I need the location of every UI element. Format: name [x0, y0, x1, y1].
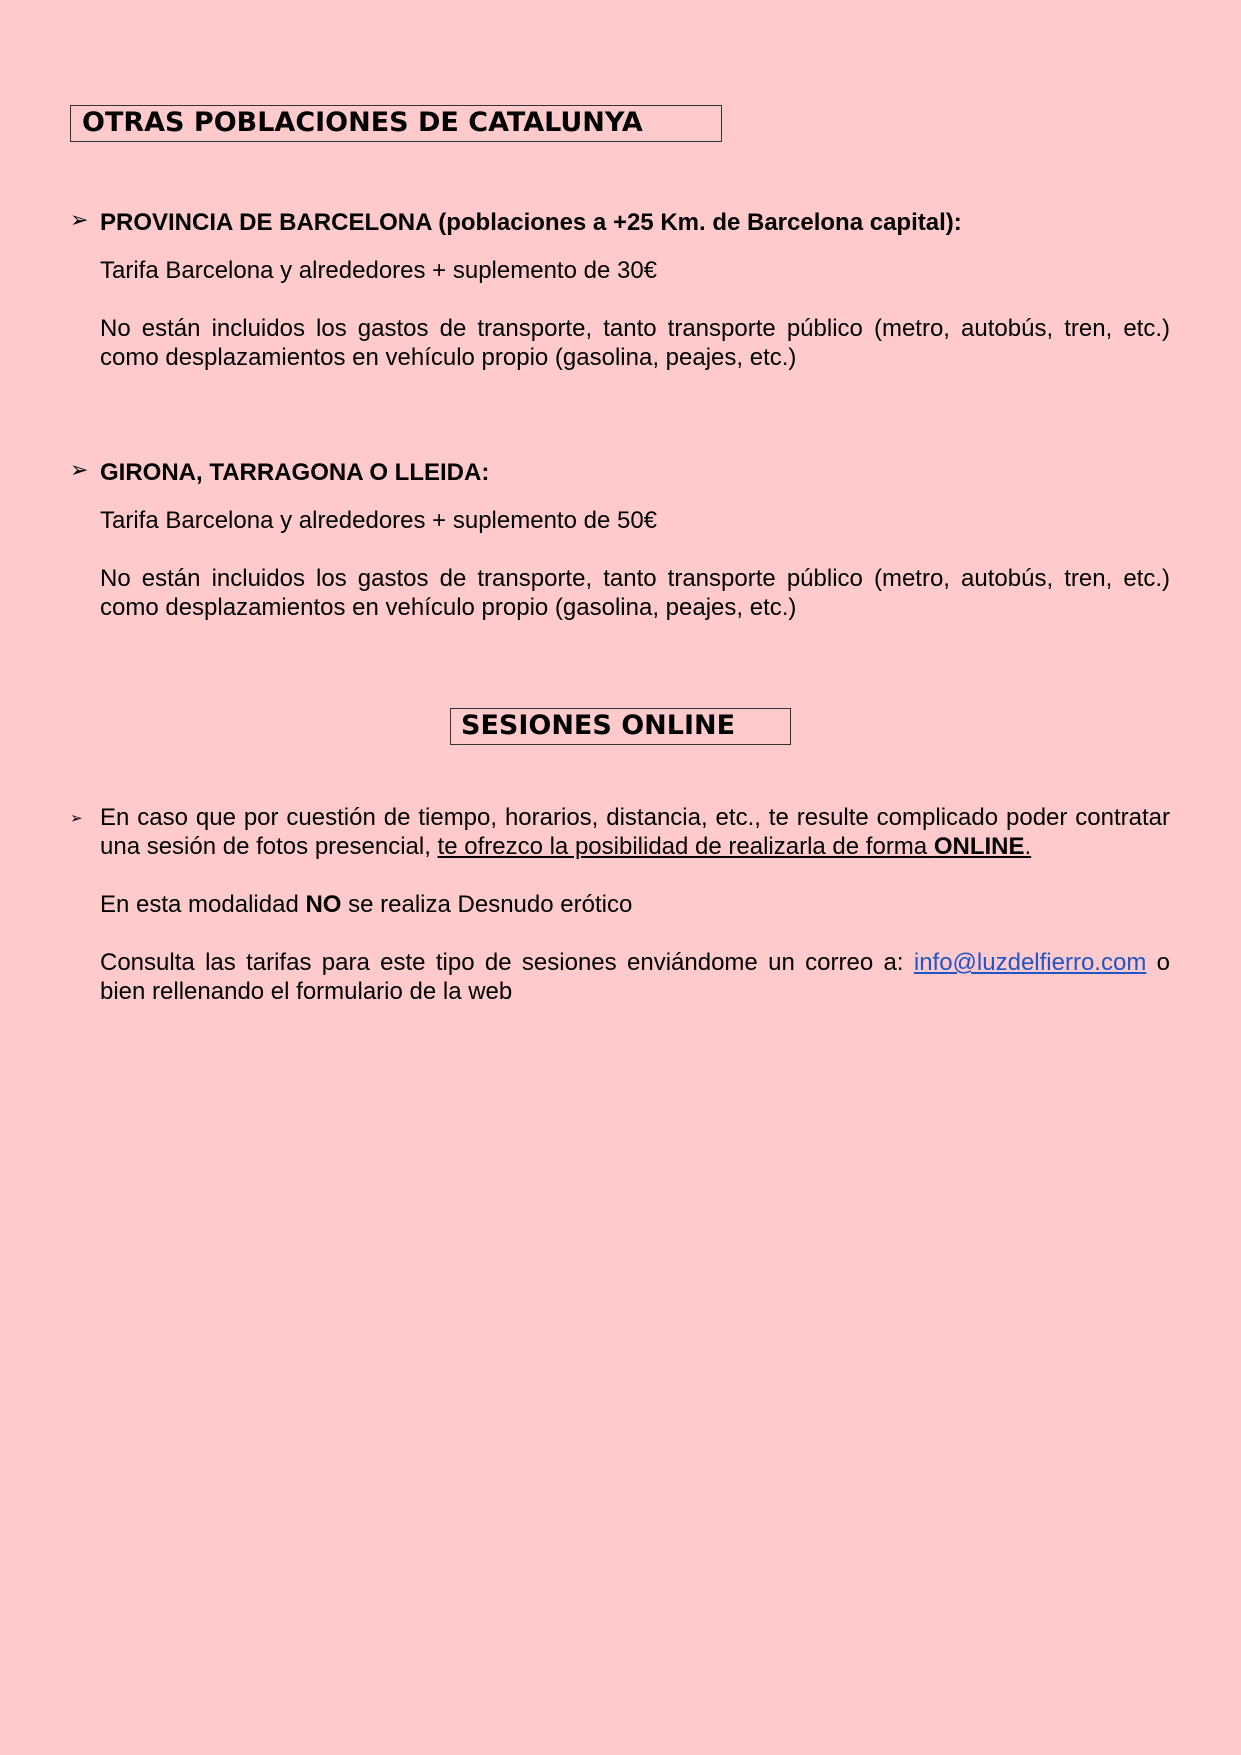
online-offer-text: te ofrezco la posibilidad de realizarla de forma ONLINE.: [437, 833, 1032, 860]
arrowhead-bullet-icon: ➢: [70, 208, 89, 233]
email-link[interactable]: info@luzdelfierro.com: [913, 949, 1147, 976]
section-title-sesiones-online: SESIONES ONLINE: [450, 708, 791, 745]
tarifa-barcelona-text: Tarifa Barcelona y alrededores + suplemento de 30€: [100, 257, 658, 284]
arrowhead-bullet-icon: ➢: [70, 809, 83, 827]
online-intro-paragraph: [100, 803, 1170, 861]
transporte-note-barcelona: No están incluidos los gastos de transporte, tanto transporte público (metro, autobús, tren, etc.) como desplazamientos en vehículo propio (gasolina, peajes, etc.): [100, 315, 1170, 371]
online-intro-text: En caso que por cuestión de tiempo, horarios, distancia, etc., te resulte complicado poder contratar una sesión de fotos presencial,: [100, 804, 1170, 860]
section-provincia-barcelona: [70, 208, 1170, 372]
consulta-paragraph: Consulta las tarifas para este tipo de sesiones enviándome un correo a: info@luzdelfierro.com o bien rellenando el formulario de la web: [100, 949, 1171, 1005]
heading-girona-tarragona-lleida: GIRONA, TARRAGONA O LLEIDA:: [100, 459, 490, 486]
section-girona-tarragona-lleida: [70, 458, 1170, 622]
modalidad-no-bold: NO: [305, 891, 342, 918]
tarifa-girona-text: Tarifa Barcelona y alrededores + suplemento de 50€: [100, 507, 658, 534]
modalidad-paragraph: En esta modalidad NO se realiza Desnudo erótico: [100, 891, 633, 918]
section-title-otras-poblaciones: OTRAS POBLACIONES DE CATALUNYA: [70, 105, 722, 142]
arrowhead-bullet-icon: ➢: [70, 458, 89, 483]
heading-provincia-barcelona: PROVINCIA DE BARCELONA (poblaciones a +25 Km. de Barcelona capital):: [100, 209, 962, 236]
section-sesiones-online: [70, 803, 1171, 1006]
transporte-note-girona: No están incluidos los gastos de transporte, tanto transporte público (metro, autobús, tren, etc.) como desplazamientos en vehículo propio (gasolina, peajes, etc.): [100, 565, 1170, 621]
online-offer-bold: ONLINE: [933, 833, 1025, 860]
